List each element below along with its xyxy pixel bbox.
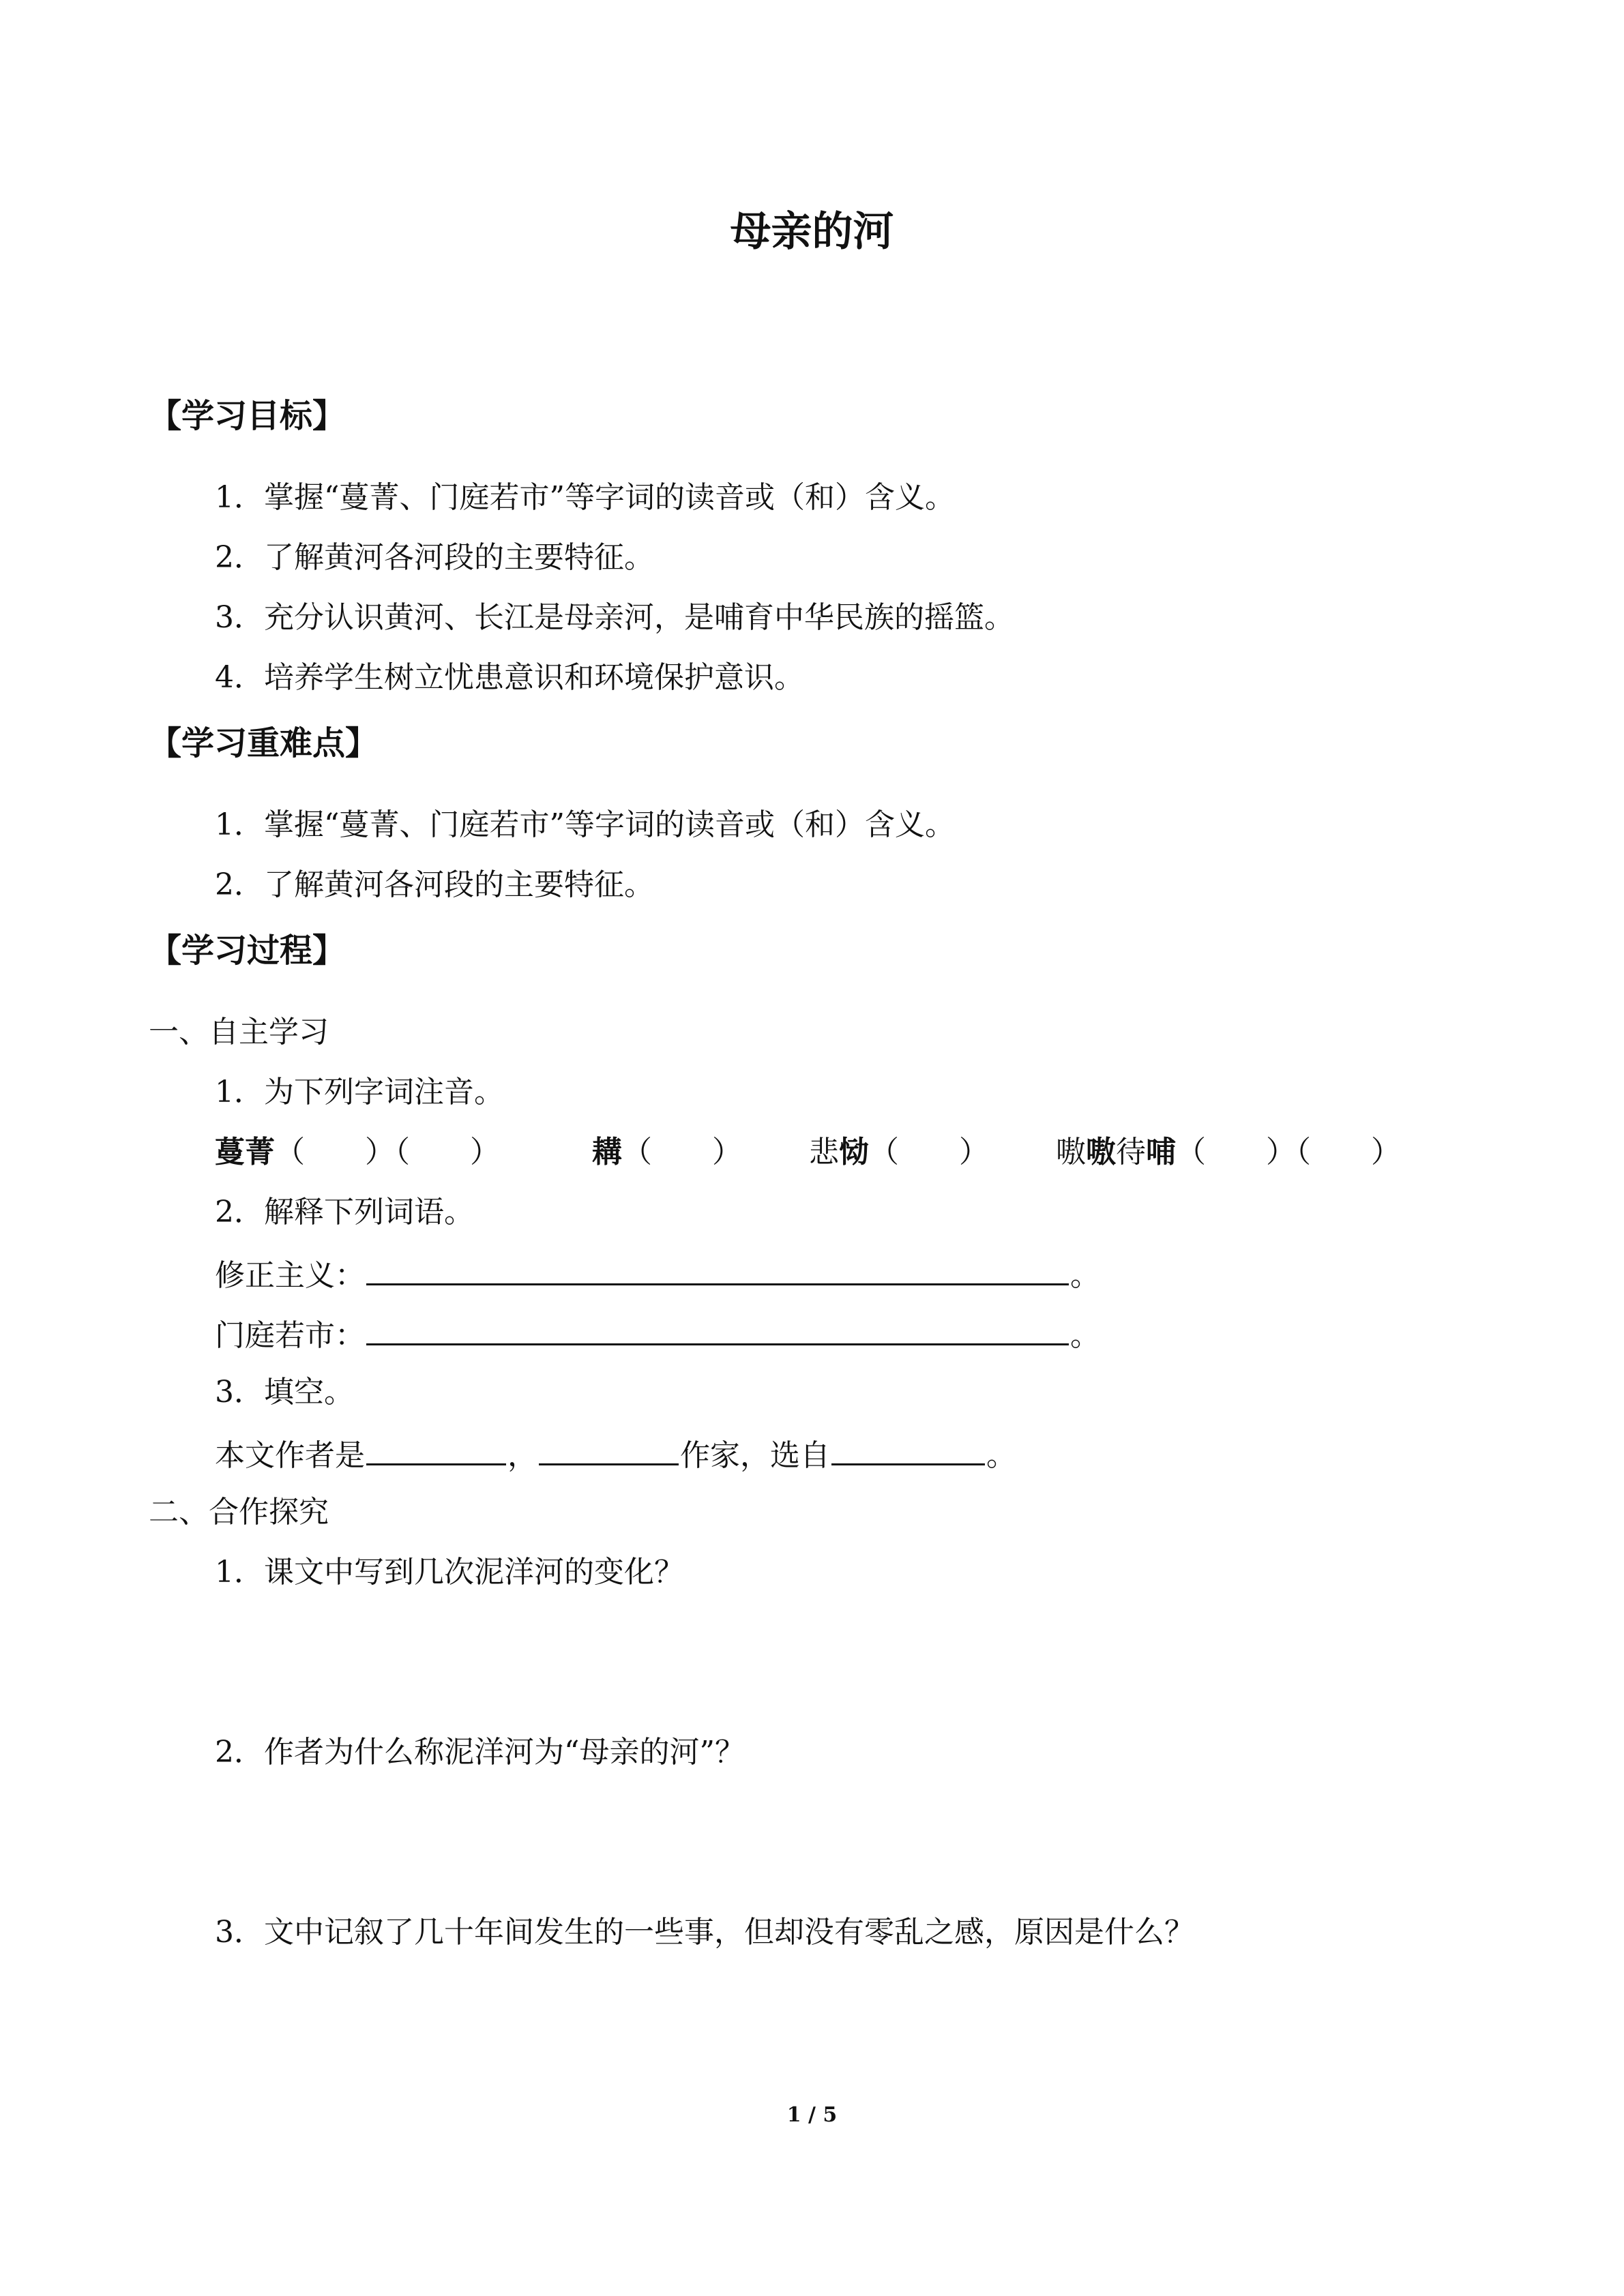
part1-q2: 2．解释下列词语。 [215,1195,474,1229]
definition-row-1 [215,1252,1100,1296]
definition-2-label: 门庭若市： [215,1318,365,1353]
part1-q3: 3．填空。 [215,1375,354,1410]
objectives-heading: 【学习目标】 [149,397,346,435]
pinyin-word-1-blanks[interactable]: （ ）（ ） [275,1135,500,1169]
objective-item-3: 3．充分认识黄河、长江是母亲河，是哺育中华民族的摇篮。 [215,600,1014,635]
pinyin-word-1 [215,1132,500,1173]
page-number: 1 / 5 [786,2103,838,2127]
part2-label: 二、合作探究 [149,1495,329,1530]
pinyin-word-4-bold-1: 嗷 [1086,1135,1116,1169]
page-title: 母亲的河 [730,208,894,256]
fill-mid: 作家，选自 [680,1438,830,1473]
part2-q3: 3．文中记叙了几十年间发生的一些事，但却没有零乱之感，原因是什么？ [215,1915,1194,1950]
fill-prefix: 本文作者是 [215,1438,365,1473]
pinyin-word-3-text: 恸 [839,1135,869,1169]
definition-1-label: 修正主义： [215,1258,365,1293]
objective-item-2: 2．了解黄河各河段的主要特征。 [215,540,654,575]
pinyin-word-2 [592,1132,742,1173]
pinyin-word-3-blanks[interactable]: （ ） [869,1135,989,1169]
pinyin-word-4 [1056,1132,1401,1173]
author-blank[interactable] [366,1432,506,1465]
pinyin-word-4-mid: 待 [1116,1135,1146,1169]
definition-row-2 [215,1312,1100,1356]
key-points-heading: 【学习重难点】 [149,724,379,762]
part2-q2: 2．作者为什么称泥洋河为“母亲的河”？ [215,1735,745,1770]
fill-comma: ， [507,1438,537,1473]
part1-q1: 1．为下列字词注音。 [215,1075,504,1109]
objective-item-1: 1．掌握“蔓菁、门庭若市”等字词的读音或（和）含义。 [215,480,955,515]
pinyin-word-2-text: 耩 [592,1135,622,1169]
era-blank[interactable] [539,1432,679,1465]
part1-label: 一、自主学习 [149,1015,329,1049]
pinyin-word-3 [809,1132,989,1173]
part2-q1: 1．课文中写到几次泥洋河的变化？ [215,1555,684,1590]
objective-item-4: 4．培养学生树立忧患意识和环境保护意识。 [215,660,804,695]
pinyin-word-1-text: 蔓菁 [215,1135,275,1169]
key-point-item-1: 1．掌握“蔓菁、门庭若市”等字词的读音或（和）含义。 [215,807,955,842]
definition-1-period: 。 [1070,1258,1100,1293]
process-heading: 【学习过程】 [149,931,346,970]
definition-1-blank[interactable] [366,1252,1069,1285]
pinyin-word-2-blanks[interactable]: （ ） [622,1135,742,1169]
source-blank[interactable] [831,1432,985,1465]
pinyin-word-4-bold-2: 哺 [1146,1135,1176,1169]
pinyin-word-3-prefix: 悲 [809,1135,839,1169]
pinyin-word-4-blanks[interactable]: （ ）（ ） [1176,1135,1401,1169]
definition-2-period: 。 [1070,1318,1100,1353]
definition-2-blank[interactable] [366,1312,1069,1345]
fill-in-row [215,1432,1016,1476]
pinyin-word-4-prefix: 嗷 [1056,1135,1086,1169]
key-point-item-2: 2．了解黄河各河段的主要特征。 [215,867,654,902]
fill-end: 。 [986,1438,1016,1473]
